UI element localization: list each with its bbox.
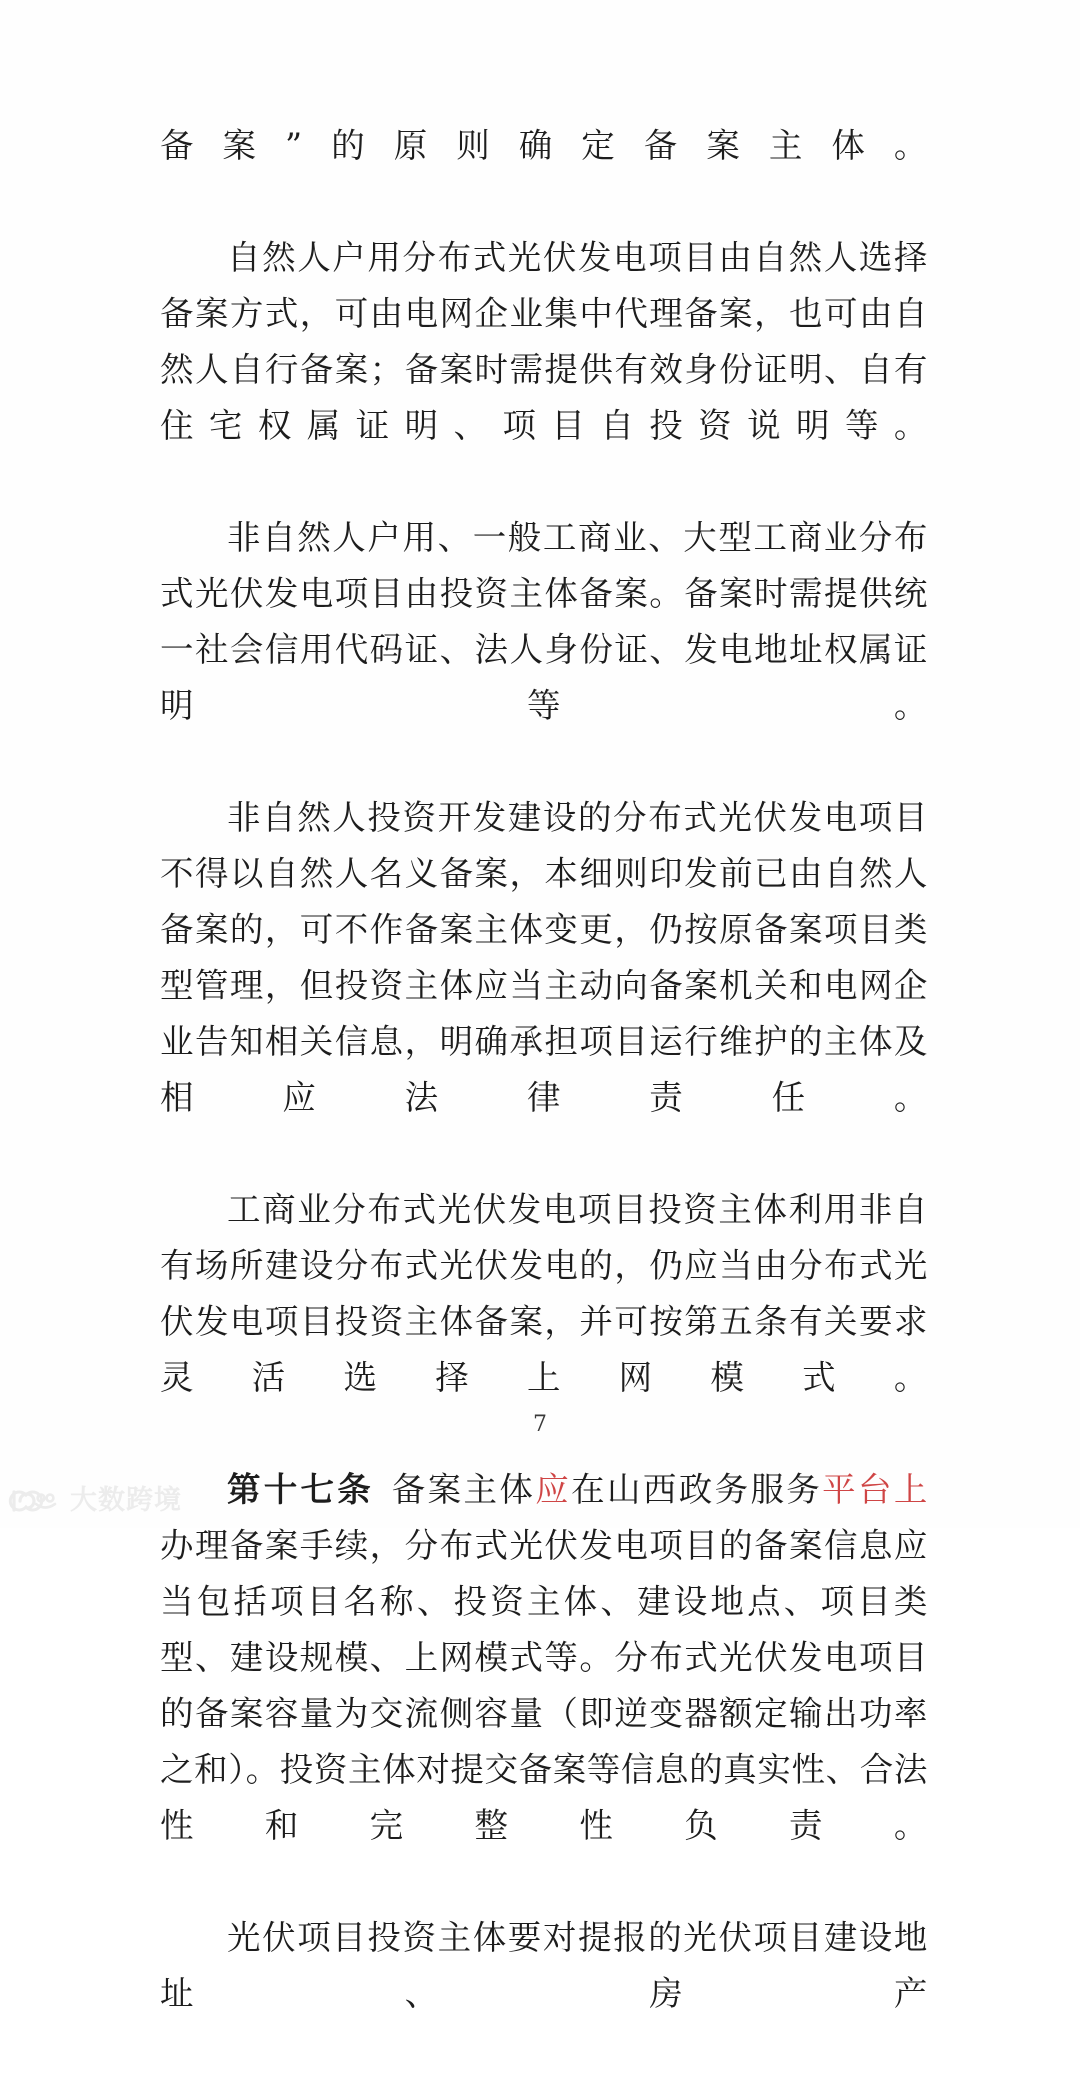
article-text-segment-1: 备案主体 <box>390 1470 536 1509</box>
paragraph-commercial-filing: 非自然人户用、一般工商业、大型工商业分布式光伏发电项目由投资主体备案。备案时需提供统一社会信用代码证、法人身份证、发电地址权属证明等。 <box>160 518 928 725</box>
dashukuajing-logo-icon <box>10 1488 62 1514</box>
article-highlight-platform: 平台上 <box>822 1470 928 1509</box>
article-number-label: 第十七条 <box>227 1470 375 1509</box>
article-text-segment-2: 在山西政务服务 <box>571 1470 823 1509</box>
paragraph-continuation: 备案”的原则确定备案主体。 <box>160 126 928 165</box>
document-body <box>160 118 928 2078</box>
watermark-label: 大数跨境 <box>70 1485 182 1516</box>
paragraph-non-owned-premises: 工商业分布式光伏发电项目投资主体利用非自有场所建设分布式光伏发电的，仍应当由分布式光伏发电项目投资主体备案，并可按第五条有关要求灵活选择上网模式。 <box>160 1190 928 1397</box>
paragraph-project-address: 光伏项目投资主体要对提报的光伏项目建设地址、房产 <box>160 1918 928 2013</box>
article-text-segment-3: 办理备案手续，分布式光伏发电项目的备案信息应当包括项目名称、投资主体、建设地点、项目类型、建设规模、上网模式等。分布式光伏发电项目的备案容量为交流侧容量（即逆变器额定输出功率之和）。投资主体对提交备案等信息的真实性、合法性和完整性负责。 <box>160 1526 928 1845</box>
paragraph-non-natural-person-rule: 非自然人投资开发建设的分布式光伏发电项目不得以自然人名义备案，本细则印发前已由自然人备案的，可不作备案主体变更，仍按原备案项目类型管理，但投资主体应当主动向备案机关和电网企业告知相关信息，明确承担项目运行维护的主体及相应法律责任。 <box>160 798 928 1117</box>
paragraph-natural-person-filing: 自然人户用分布式光伏发电项目由自然人选择备案方式，可由电网企业集中代理备案，也可由自然人自行备案；备案时需提供有效身份证明、自有住宅权属证明、项目自投资说明等。 <box>160 238 928 445</box>
page-number: 7 <box>533 1412 547 1437</box>
paragraph-article-seventeen <box>160 1462 928 1910</box>
watermark <box>10 1487 182 1514</box>
article-highlight-ying: 应 <box>535 1470 572 1509</box>
